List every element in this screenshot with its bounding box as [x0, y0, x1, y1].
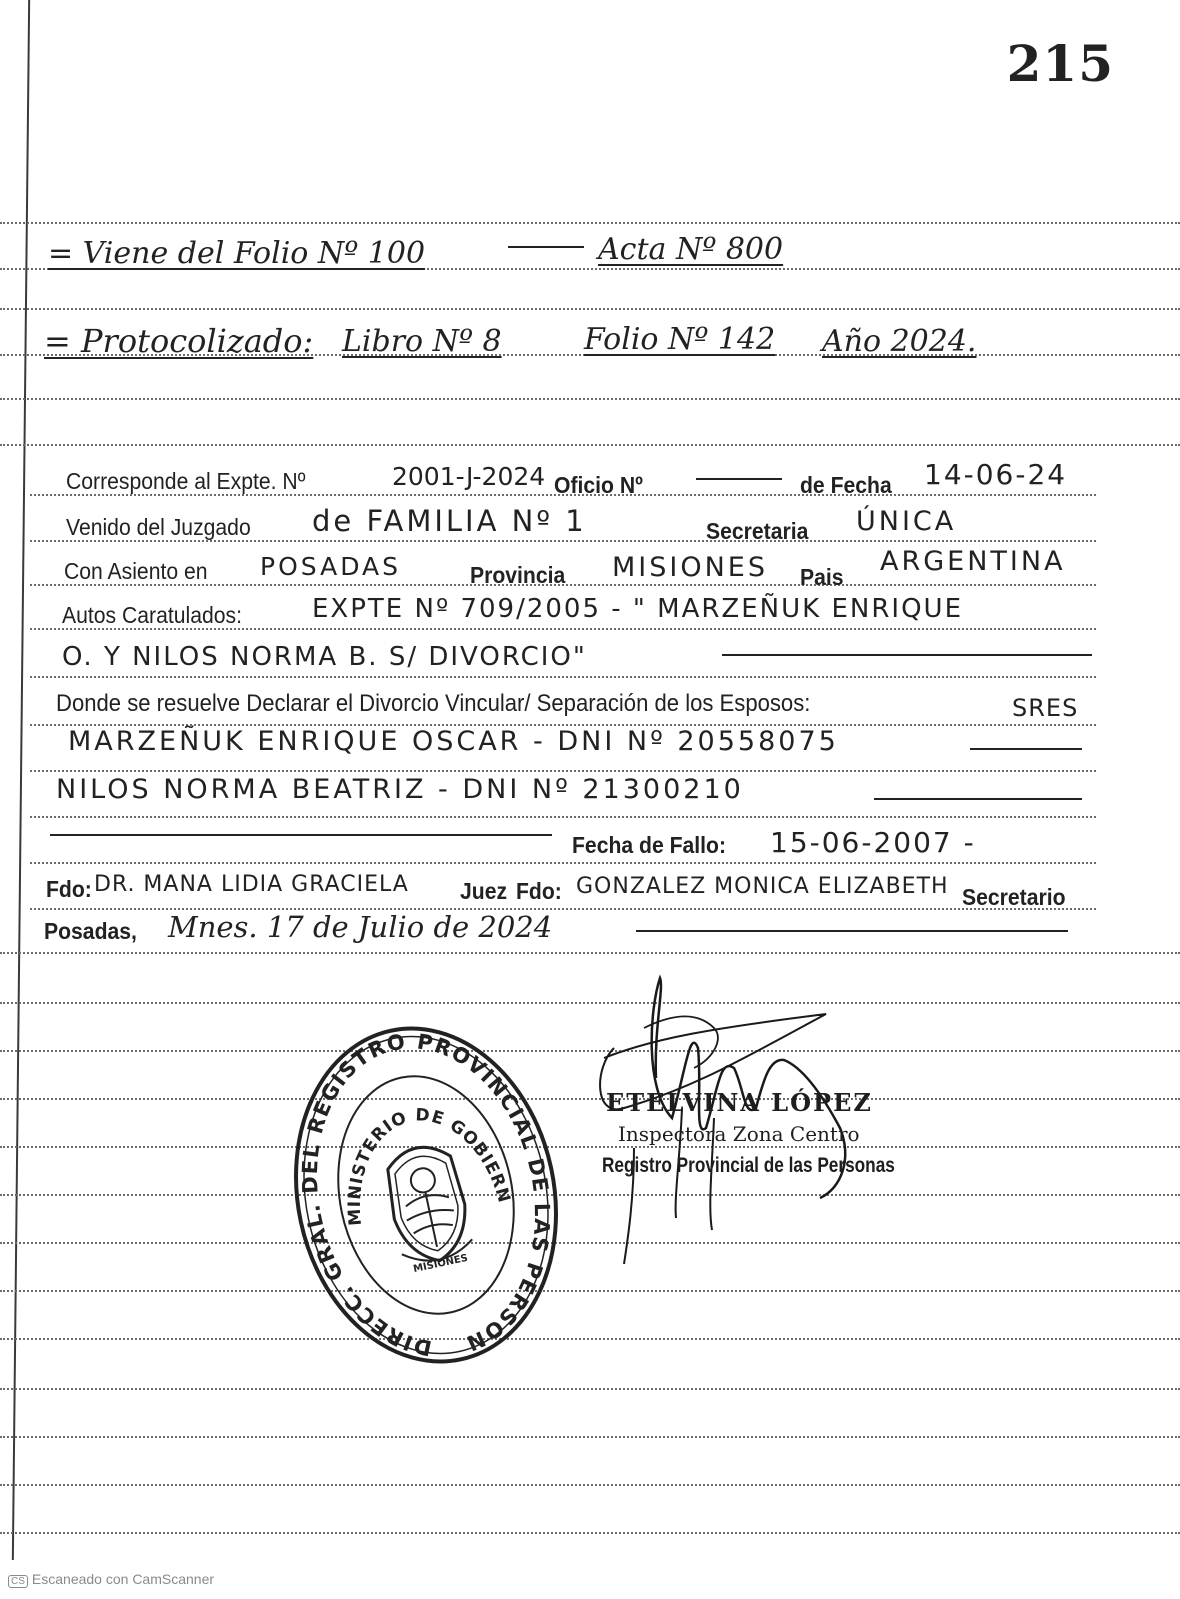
fdo-label: Fdo: — [46, 876, 92, 902]
seal-inner-text: MINISTERIO DE GOBIERNO — [344, 1105, 515, 1227]
seal-emblem-text: MISIONES — [412, 1252, 469, 1276]
fecha-value: 14-06-24 — [924, 458, 1068, 491]
protocol-year: Año 2024. — [822, 324, 977, 359]
scanner-watermark-text: Escaneado con CamScanner — [31, 1571, 215, 1587]
expte-value: 2001-J-2024 — [392, 462, 546, 491]
secretaria-value: ÚNICA — [856, 506, 957, 537]
pais-value: ARGENTINA — [880, 546, 1066, 577]
esposos-prefix: SRES — [1012, 694, 1079, 722]
secretaria-label: Secretaria — [706, 518, 809, 544]
seal-ring-text: DIRECC. GRAL. DEL REGISTRO PROVINCIAL DE LAS PERSONAS — [297, 1029, 555, 1361]
viene-del-folio: = Viene del Folio Nº 100 — [48, 236, 426, 271]
juez-label: Juez — [460, 878, 508, 904]
fdo-juez-value: DR. MANA LIDIA GRACIELA — [94, 872, 409, 897]
autos-value-line1: EXPTE Nº 709/2005 - " MARZEÑUK ENRIQUE — [312, 594, 963, 624]
corresponde-label: Corresponde al Expte. Nº — [66, 468, 306, 494]
esposo-1: MARZEÑUK ENRIQUE OSCAR - DNI Nº 20558075 — [68, 726, 839, 757]
autos-value-line2: O. Y NILOS NORMA B. S/ DIVORCIO" — [62, 642, 587, 672]
acta-number: Acta Nº 800 — [598, 232, 784, 267]
esposo-2-dash — [874, 798, 1082, 800]
fecha-fallo-label: Fecha de Fallo: — [572, 832, 727, 858]
fdo-secretario-value: GONZALEZ MONICA ELIZABETH — [576, 874, 949, 899]
protocolizado: = Protocolizado: — [44, 322, 314, 360]
folio-number: Folio Nº 142 — [584, 322, 776, 357]
venido-label: Venido del Juzgado — [66, 514, 251, 540]
oficio-label: Oficio Nº — [554, 472, 643, 498]
fecha-fallo-value: 15-06-2007 - — [770, 826, 976, 859]
province-emblem-icon — [381, 1141, 475, 1268]
asiento-value: POSADAS — [260, 552, 401, 581]
de-fecha-label: de Fecha — [800, 472, 892, 498]
handwritten-signature — [594, 968, 884, 1268]
camscanner-logo-icon: CS — [8, 1575, 28, 1588]
posadas-date-value: Mnes. 17 de Julio de 2024 — [168, 910, 553, 944]
donde-label: Donde se resuelve Declarar el Divorcio Vincular/ Separación de los Esposos: — [56, 690, 811, 717]
esposo-2: NILOS NORMA BEATRIZ - DNI Nº 21300210 — [56, 774, 744, 805]
provincia-label: Provincia — [470, 562, 566, 588]
official-seal — [286, 1012, 566, 1378]
scanner-watermark — [8, 1571, 214, 1588]
autos-label: Autos Caratulados: — [62, 602, 242, 628]
page-margin-line — [12, 0, 30, 1560]
separator-dash — [508, 246, 584, 248]
posadas-date-dash — [636, 930, 1068, 932]
esposo-1-dash — [970, 748, 1082, 750]
signatory-organization: Registro Provincial de las Personas — [602, 1154, 895, 1177]
pais-label: Pais — [800, 564, 844, 590]
provincia-value: MISIONES — [612, 552, 769, 583]
fdo2-label: Fdo: — [516, 878, 562, 904]
signatory-name: ETELVINA LÓPEZ — [606, 1088, 873, 1117]
secretario-label: Secretario — [962, 884, 1066, 910]
asiento-label: Con Asiento en — [64, 558, 208, 584]
page-number: 215 — [1006, 34, 1114, 93]
signatory-role: Inspectora Zona Centro — [618, 1122, 860, 1146]
libro-number: Libro Nº 8 — [342, 324, 502, 359]
autos-line-dash — [722, 654, 1092, 656]
fallo-blank-dash — [50, 834, 552, 836]
oficio-blank-dash — [696, 478, 782, 480]
juzgado-value: de FAMILIA Nº 1 — [312, 504, 587, 538]
posadas-label: Posadas, — [44, 918, 137, 944]
